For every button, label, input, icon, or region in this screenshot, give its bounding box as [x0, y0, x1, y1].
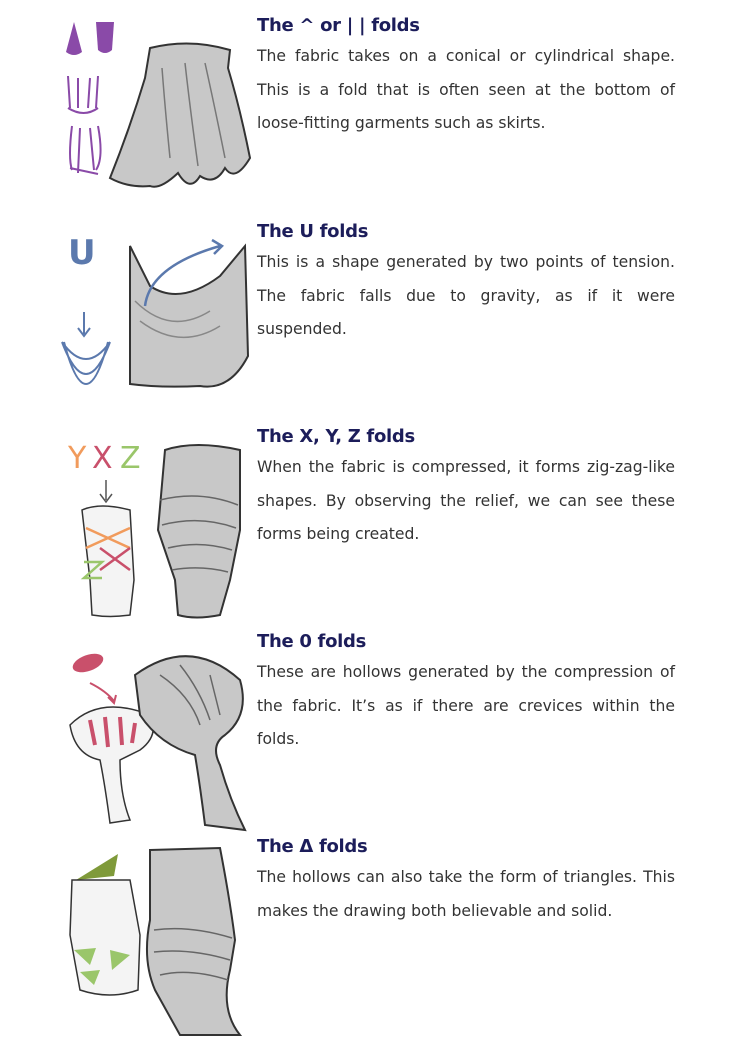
sleeve-right: [158, 445, 240, 618]
bun-left: [70, 707, 153, 823]
section-body: When the fabric is compressed, it forms zig-zag-like shapes. By observing the relief, we can see these forms being created.: [257, 458, 675, 543]
section-text: [257, 835, 675, 928]
skirt-fabric: [110, 43, 250, 186]
section-cone-folds: [0, 0, 735, 200]
section-title: The Δ folds: [257, 836, 368, 857]
u-fold-illustration: [50, 216, 255, 421]
section-delta-folds: [0, 835, 735, 1035]
section-text: [257, 630, 675, 757]
svg-text:Y: Y: [68, 441, 87, 476]
u-letter-icon: U: [68, 233, 96, 273]
cone-icon: [66, 22, 82, 55]
bun-right: [135, 656, 245, 830]
section-text: [257, 425, 675, 552]
cone-fold-illustration: [50, 8, 255, 213]
section-u-folds: [0, 210, 735, 410]
section-body: The fabric takes on a conical or cylindrical shape. This is a fold that is often seen at the bottom of loose-fitting garments such as skirts.: [257, 47, 675, 132]
section-xyz-folds: [0, 420, 735, 620]
section-title: The U folds: [257, 221, 369, 242]
hollow-icon: [70, 650, 106, 676]
triangle-icon: [76, 854, 118, 880]
section-body: These are hollows generated by the compression of the fabric. It’s as if there are crevices within the folds.: [257, 663, 675, 748]
section-title: The 0 folds: [257, 631, 367, 652]
section-text: [257, 14, 675, 141]
svg-text:X: X: [92, 441, 113, 476]
zero-fold-illustration: [50, 635, 255, 840]
tank-fabric: [130, 246, 248, 387]
section-title: The X, Y, Z folds: [257, 426, 415, 447]
section-zero-folds: [0, 630, 735, 830]
section-body: This is a shape generated by two points of tension. The fabric falls due to gravity, as if it were suspended.: [257, 253, 675, 338]
section-body: The hollows can also take the form of triangles. This makes the drawing both believable and solid.: [257, 868, 675, 920]
svg-text:Z: Z: [120, 441, 141, 476]
delta-fold-illustration: [50, 840, 255, 1045]
section-title: The ^ or | | folds: [257, 15, 420, 36]
cylinder-icon: [96, 22, 114, 53]
roll-right: [147, 848, 240, 1035]
section-text: [257, 220, 675, 347]
roll-left: [70, 880, 140, 995]
xyz-fold-illustration: [50, 430, 255, 635]
